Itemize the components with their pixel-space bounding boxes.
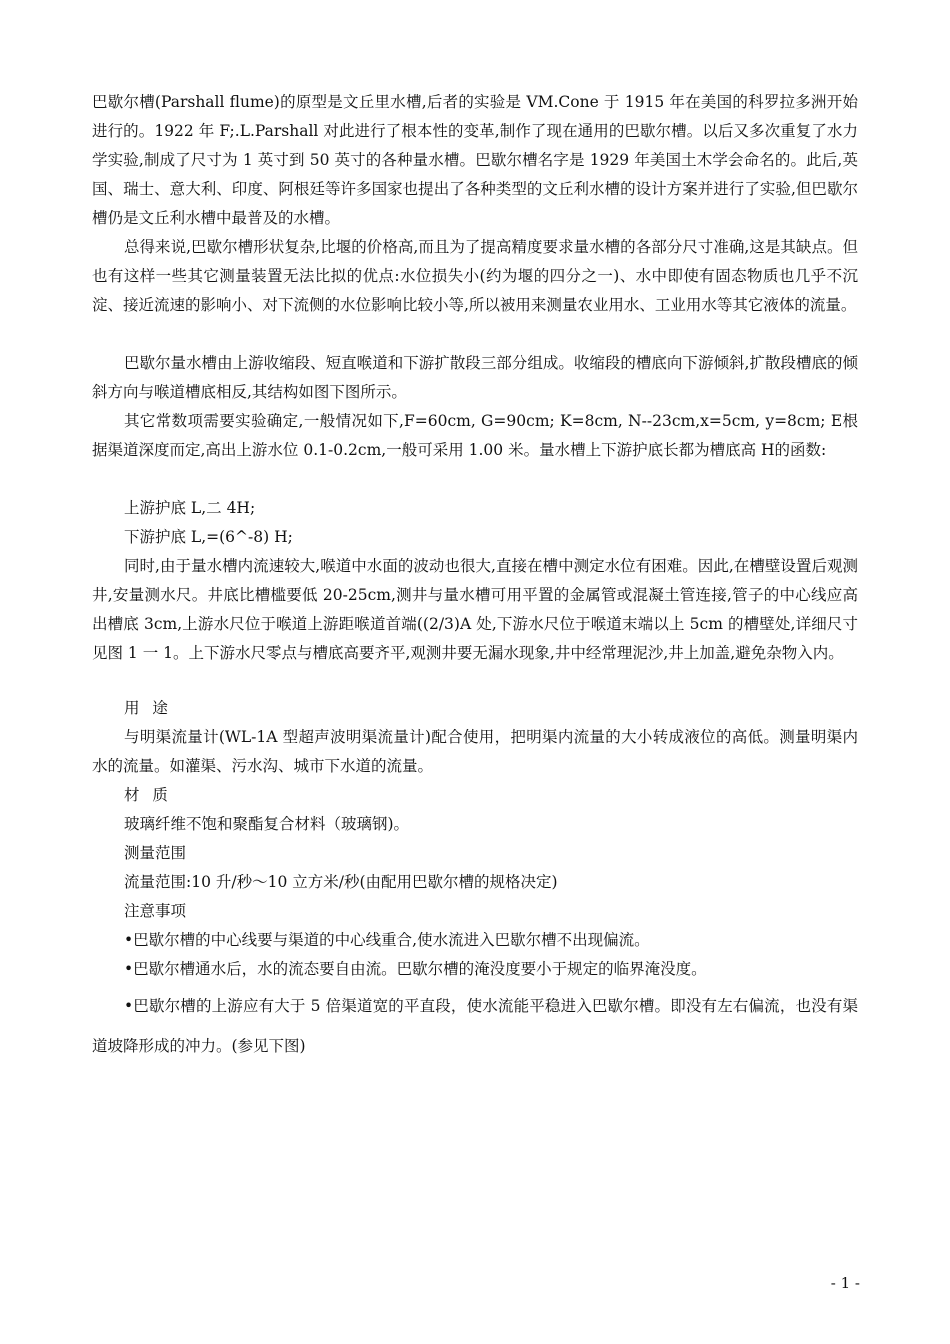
section-heading-usage: 用 途 <box>124 699 172 717</box>
paragraph-constants: 其它常数项需要实验确定,一般情况如下,F=60cm, G=90cm; K=8cm, N--23cm,x=5cm, y=8cm; E根据渠道深度而定,高出上游水位 0.1-0.2cm,一般可采用 1.00 米。量水槽上下游护底长都为槽底高 H的函数: <box>92 412 858 459</box>
page-number: - 1 - <box>830 1274 860 1292</box>
section-heading-notes: 注意事项 <box>124 902 187 920</box>
paragraph-structure: 巴歇尔量水槽由上游收缩段、短直喉道和下游扩散段三部分组成。收缩段的槽底向下游倾斜,扩散段槽底的倾斜方向与喉道槽底相反,其结构如图下图所示。 <box>92 354 858 401</box>
section-heading-range: 测量范围 <box>124 844 187 862</box>
paragraph-material: 玻璃纤维不饱和聚酯复合材料（玻璃钢)。 <box>124 815 410 833</box>
note-item-2: •巴歇尔槽通水后，水的流态要自由流。巴歇尔槽的淹没度要小于规定的临界淹没度。 <box>124 960 707 978</box>
paragraph-usage: 与明渠流量计(WL-1A 型超声波明渠流量计)配合使用，把明渠内流量的大小转成液位的高低。测量明渠内水的流量。如灌渠、污水沟、城市下水道的流量。 <box>92 728 858 775</box>
downstream-apron-line: 下游护底 L,=(6^-8) H; <box>124 528 293 546</box>
paragraph-summary: 总得来说,巴歇尔槽形状复杂,比堰的价格高,而且为了提高精度要求量水槽的各部分尺寸准确,这是其缺点。但也有这样一些其它测量装置无法比拟的优点:水位损失小(约为堰的四分之一)、水中即使有固态物质也几乎不沉淀、接近流速的影响小、对下流侧的水位影响比较小等,所以被用来测量农业用水、工业用水等其它液体的流量。 <box>92 238 858 314</box>
paragraph-range: 流量范围:10 升/秒～10 立方米/秒(由配用巴歇尔槽的规格决定) <box>124 873 558 891</box>
section-heading-material: 材 质 <box>124 786 172 804</box>
paragraph-wells: 同时,由于量水槽内流速较大,喉道中水面的波动也很大,直接在槽中测定水位有困难。因此,在槽壁设置后观测井,安量测水尺。井底比槽槛要低 20-25cm,测井与量水槽可用平置的金属管或混凝土管连接,管子的中心线应高出槽底 3cm,上游水尺位于喉道上游距喉道首端((2/3)A 处,下游水尺位于喉道末端以上 5cm 的槽壁处,详细尺寸见图 1 一 1。上下游水尺零点与槽底高要齐平,观测井要无漏水现象,井中经常理泥沙,井上加盖,避免杂物入内。 <box>92 557 858 662</box>
upstream-apron-line: 上游护底 L,二 4H; <box>124 499 256 517</box>
note-item-1: •巴歇尔槽的中心线要与渠道的中心线重合,使水流进入巴歇尔槽不出现偏流。 <box>124 931 650 949</box>
note-item-3: •巴歇尔槽的上游应有大于 5 倍渠道宽的平直段，使水流能平稳进入巴歇尔槽。即没有左右偏流，也没有渠道坡降形成的冲力。(参见下图) <box>92 997 858 1055</box>
paragraph-intro: 巴歇尔槽(Parshall flume)的原型是文丘里水槽,后者的实验是 VM.Cone 于 1915 年在美国的科罗拉多洲开始进行的。1922 年 F;.L.Parshall 对此进行了根本性的变革,制作了现在通用的巴歇尔槽。以后又多次重复了水力学实验,制成了尺寸为 1 英寸到 50 英寸的各种量水槽。巴歇尔槽名字是 1929 年美国土木学会命名的。此后,英国、瑞士、意大利、印度、阿根廷等许多国家也提出了各种类型的文丘利水槽的设计方案并进行了实验,但巴歇尔槽仍是文丘利水槽中最普及的水槽。 <box>92 93 858 227</box>
